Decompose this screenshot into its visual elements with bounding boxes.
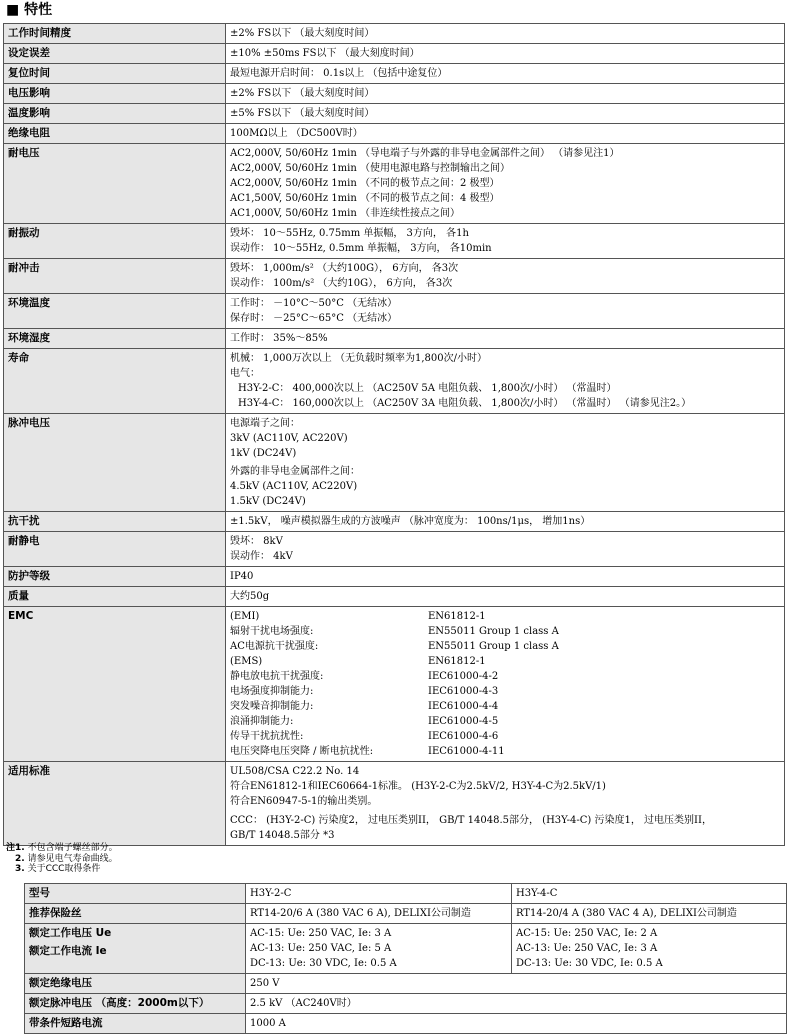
spec-line: 误动作： 100m/s² （大约10G）， 6方向， 各3次 — [230, 278, 453, 289]
spec-label: 寿命 — [4, 349, 226, 414]
standards-line: CCC： (H3Y-2-C) 污染度2， 过电压类别II， GB/T 14048.5部分， (H3Y-4-C) 污染度1， 过电压类别II， — [230, 815, 712, 826]
spec-value — [226, 144, 785, 224]
spec-line: 4.5kV (AC110V, AC220V) — [230, 481, 358, 492]
spec-label: 抗干扰 — [4, 512, 226, 532]
spec-label: 质量 — [4, 587, 226, 607]
spec-line: 1.5kV (DC24V) — [230, 496, 306, 507]
emc-line — [230, 699, 780, 714]
spec-row — [4, 124, 785, 144]
emc-line — [230, 669, 780, 684]
spec-label: 设定误差 — [4, 44, 226, 64]
spec-value — [226, 349, 785, 414]
emc-line — [230, 684, 780, 699]
spec-line: H3Y-4-C： 160,000次以上 （AC250V 3A 电阻负载、 1,800次/小时） （常温时） （请参见注2。） — [238, 398, 692, 409]
spec-row — [4, 329, 785, 349]
spec-value — [226, 532, 785, 567]
spec-line: 大约50g — [230, 591, 270, 602]
standards-line: 符合EN60947-5-1的输出类别。 — [230, 796, 378, 807]
ccc-row-insulation — [25, 974, 787, 994]
emc-line — [230, 609, 780, 624]
spec-line: 100MΩ以上 （DC500V时） — [230, 128, 363, 139]
spec-line: 毁坏： 8kV — [230, 536, 283, 547]
spec-row — [4, 104, 785, 124]
spec-line: 误动作： 4kV — [230, 551, 293, 562]
emc-value — [226, 607, 785, 762]
spec-label: 耐振动 — [4, 224, 226, 259]
emc-line — [230, 729, 780, 744]
spec-row — [4, 512, 785, 532]
spec-row — [4, 567, 785, 587]
spec-row — [4, 349, 785, 414]
ccc-row-short — [25, 1014, 787, 1034]
spec-label: 绝缘电阻 — [4, 124, 226, 144]
ccc-fuse-b: RT14-20/4 A (380 VAC 4 A), DELIXI公司制造 — [512, 904, 787, 924]
spec-label: EMC — [4, 607, 226, 762]
note-3: 3. 关于CCC取得条件 — [15, 864, 101, 874]
standards-line: GB/T 14048.5部分 *3 — [230, 830, 335, 841]
spec-row-emc — [4, 607, 785, 762]
spec-label: 防护等级 — [4, 567, 226, 587]
spec-label: 适用标准 — [4, 762, 226, 846]
spec-label: 脉冲电压 — [4, 414, 226, 512]
emc-item-value: IEC61000-4-6 — [428, 731, 499, 742]
emc-item-name: 突发噪音抑制能力: — [230, 701, 314, 712]
standards-value — [226, 762, 785, 846]
spec-value — [226, 512, 785, 532]
spec-row — [4, 532, 785, 567]
spec-label: 环境湿度 — [4, 329, 226, 349]
spec-line: ±2% FS以下 （最大刻度时间） — [230, 88, 375, 99]
spec-value — [226, 24, 785, 44]
spec-line: AC2,000V, 50/60Hz 1min （使用电源电路与控制输出之间） — [230, 163, 510, 174]
spec-line: AC1,000V, 50/60Hz 1min （非连续性接点之间） — [230, 208, 460, 219]
spec-line: ±1.5kV， 噪声模拟器生成的方波噪声 （脉冲宽度为： 100ns/1μs， 增加1ns） — [230, 516, 591, 527]
emc-item-name: 辐射干扰电场强度: — [230, 626, 314, 637]
ccc-row-impulse — [25, 994, 787, 1014]
spec-line: 毁坏： 1,000m/s² （大约100G）， 6方向， 各3次 — [230, 263, 459, 274]
emc-item-name: 电压突降电压突降 / 断电抗扰性: — [230, 746, 374, 757]
emc-item-value: IEC61000-4-11 — [428, 746, 505, 757]
spec-row — [4, 224, 785, 259]
spec-line: 电源端子之间： — [230, 418, 300, 429]
spec-line: ±2% FS以下 （最大刻度时间） — [230, 28, 375, 39]
spec-label: 耐电压 — [4, 144, 226, 224]
emc-item-value: IEC61000-4-2 — [428, 671, 499, 682]
ccc-label-insulation: 额定绝缘电压 — [25, 974, 246, 994]
spec-line: AC2,000V, 50/60Hz 1min （导电端子与外露的非导电金属部件之间） （请参见注1） — [230, 148, 620, 159]
spec-value — [226, 224, 785, 259]
ccc-model-a: H3Y-2-C — [246, 884, 512, 904]
spec-value — [226, 84, 785, 104]
spec-row — [4, 294, 785, 329]
spec-table — [3, 23, 785, 846]
standards-line: UL508/CSA C22.2 No. 14 — [230, 766, 360, 777]
spec-label: 环境温度 — [4, 294, 226, 329]
spec-value — [226, 567, 785, 587]
spec-line: 3kV (AC110V, AC220V) — [230, 433, 348, 444]
emc-item-name: (EMI) — [230, 611, 260, 622]
spec-label: 耐静电 — [4, 532, 226, 567]
spec-row — [4, 84, 785, 104]
spec-label: 耐冲击 — [4, 259, 226, 294]
spec-line: 最短电源开启时间： 0.1s以上 （包括中途复位） — [230, 68, 448, 79]
ccc-rated-b: AC-15: Ue: 250 VAC, Ie: 2 A AC-13: Ue: 250 VAC, Ie: 3 A DC-13: Ue: 30 VDC, Ie: 0.5 A — [512, 924, 787, 974]
spec-label: 电压影响 — [4, 84, 226, 104]
spec-value — [226, 64, 785, 84]
emc-item-value: EN55011 Group 1 class A — [428, 626, 559, 637]
ccc-rated-a: AC-15: Ue: 250 VAC, Ie: 3 A AC-13: Ue: 250 VAC, Ie: 5 A DC-13: Ue: 30 VDC, Ie: 0.5 A — [246, 924, 512, 974]
spec-line: 工作时： －10°C～50°C （无结冰） — [230, 298, 398, 309]
emc-item-value: EN61812-1 — [428, 656, 486, 667]
ccc-label-fuse: 推荐保险丝 — [25, 904, 246, 924]
emc-item-value: IEC61000-4-3 — [428, 686, 499, 697]
spec-line: 误动作： 10～55Hz, 0.5mm 单振幅， 3方向， 各10min — [230, 243, 492, 254]
emc-item-value: EN55011 Group 1 class A — [428, 641, 559, 652]
emc-item-name: AC电源抗干扰强度: — [230, 641, 319, 652]
ccc-short-value: 1000 A — [246, 1014, 787, 1034]
spec-row — [4, 64, 785, 84]
spec-label: 复位时间 — [4, 64, 226, 84]
spec-line: 1kV (DC24V) — [230, 448, 297, 459]
emc-item-name: 静电放电抗干扰强度: — [230, 671, 324, 682]
spec-value — [226, 44, 785, 64]
emc-line — [230, 624, 780, 639]
spec-row — [4, 24, 785, 44]
emc-item-name: 电场强度抑制能力: — [230, 686, 314, 697]
spec-value — [226, 329, 785, 349]
ccc-insulation-value: 250 V — [246, 974, 787, 994]
emc-item-name: 浪涌抑制能力: — [230, 716, 294, 727]
spec-line: AC2,000V, 50/60Hz 1min （不同的极节点之间：2 极型） — [230, 178, 500, 189]
emc-line — [230, 639, 780, 654]
emc-line — [230, 714, 780, 729]
spec-value — [226, 587, 785, 607]
spec-value — [226, 259, 785, 294]
ccc-label-short: 带条件短路电流 — [25, 1014, 246, 1034]
ccc-row-fuse — [25, 904, 787, 924]
ccc-model-b: H3Y-4-C — [512, 884, 787, 904]
ccc-label-model: 型号 — [25, 884, 246, 904]
spec-line: 机械： 1,000万次以上 （无负载时频率为1,800次/小时） — [230, 353, 487, 364]
spec-line: ±5% FS以下 （最大刻度时间） — [230, 108, 375, 119]
emc-line — [230, 654, 780, 669]
spec-value — [226, 124, 785, 144]
ccc-label-rated: 额定工作电压 Ue 额定工作电流 Ie — [25, 924, 246, 974]
notes — [6, 843, 118, 875]
spec-line: AC1,500V, 50/60Hz 1min （不同的极节点之间：4 极型） — [230, 193, 500, 204]
spec-value — [226, 294, 785, 329]
ccc-row-rated — [25, 924, 787, 974]
ccc-fuse-a: RT14-20/6 A (380 VAC 6 A), DELIXI公司制造 — [246, 904, 512, 924]
ccc-impulse-value: 2.5 kV （AC240V时） — [246, 994, 787, 1014]
ccc-table — [24, 883, 787, 1034]
spec-line: IP40 — [230, 571, 254, 582]
spec-line: 保存时： －25°C～65°C （无结冰） — [230, 313, 398, 324]
spec-row — [4, 259, 785, 294]
emc-item-value: IEC61000-4-5 — [428, 716, 499, 727]
emc-item-name: 传导干扰抗扰性: — [230, 731, 304, 742]
note-1: 注1. 不包含端子螺丝部分。 — [6, 843, 118, 853]
spec-line: 工作时： 35%～85% — [230, 333, 328, 344]
standards-line: 符合EN61812-1和IEC60664-1标准。 (H3Y-2-C为2.5kV/2, H3Y-4-C为2.5kV/1) — [230, 781, 606, 792]
spec-label: 温度影响 — [4, 104, 226, 124]
spec-row — [4, 587, 785, 607]
ccc-row-model — [25, 884, 787, 904]
spec-row — [4, 44, 785, 64]
section-title: ■ 特性 — [6, 2, 53, 18]
note-2: 2. 请参见电气寿命曲线。 — [15, 853, 118, 864]
spec-line: ±10% ±50ms FS以下 （最大刻度时间） — [230, 48, 420, 59]
spec-line: 电气： — [230, 368, 260, 379]
spec-row — [4, 144, 785, 224]
spec-row-standards — [4, 762, 785, 846]
spec-line: 外露的非导电金属部件之间： — [230, 466, 360, 477]
spec-line: 毁坏： 10～55Hz, 0.75mm 单振幅， 3方向， 各1h — [230, 228, 469, 239]
spec-row — [4, 414, 785, 512]
spec-value — [226, 414, 785, 512]
emc-item-name: (EMS) — [230, 656, 263, 667]
spec-label: 工作时间精度 — [4, 24, 226, 44]
spec-line: H3Y-2-C： 400,000次以上 （AC250V 5A 电阻负载、 1,800次/小时） （常温时） — [238, 383, 617, 394]
emc-item-value: IEC61000-4-4 — [428, 701, 499, 712]
emc-line — [230, 744, 780, 759]
emc-item-value: EN61812-1 — [428, 611, 486, 622]
spec-value — [226, 104, 785, 124]
ccc-label-impulse: 额定脉冲电压 （高度：2000m以下） — [25, 994, 246, 1014]
